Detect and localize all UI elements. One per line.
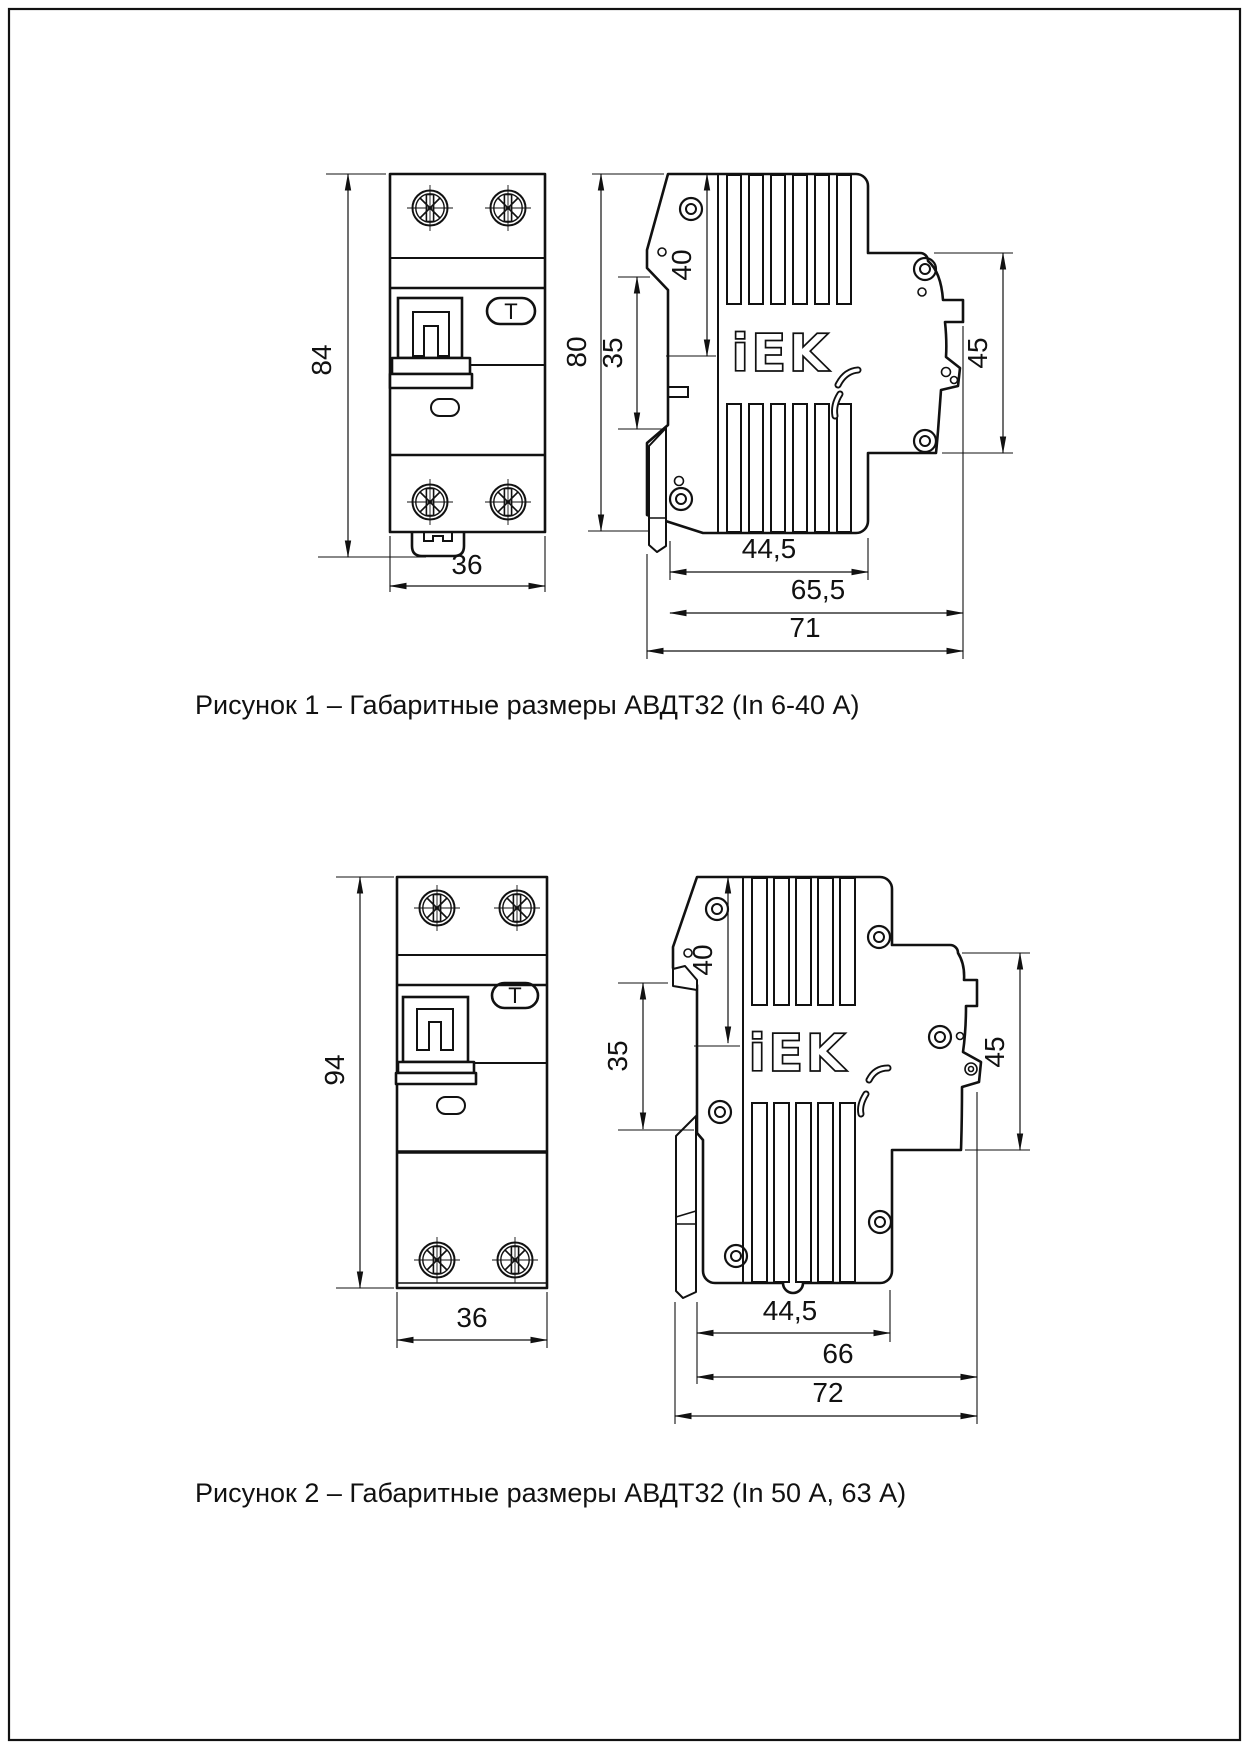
figure1 xyxy=(195,174,1013,720)
dim-label-height: 84 xyxy=(306,344,337,376)
figure2-front-view xyxy=(396,877,547,1288)
dim-label-top-section: 40 xyxy=(687,944,718,976)
dim-label-body-height: 80 xyxy=(561,336,592,368)
test-button-label: Т xyxy=(508,983,522,1008)
din-clip-slider xyxy=(649,428,666,552)
iek-logo: iEK xyxy=(731,324,831,384)
figure1-side-view xyxy=(647,174,963,552)
dim-label-width: 36 xyxy=(456,1302,488,1333)
figure2-side-view xyxy=(673,877,981,1298)
dim-label-top-section: 40 xyxy=(666,249,697,281)
figure2 xyxy=(195,877,1030,1508)
breaker-side-body xyxy=(673,877,981,1293)
dim-label-din-slot: 35 xyxy=(597,337,628,369)
dim-label-total-depth: 72 xyxy=(812,1377,844,1408)
iek-logo: iEK xyxy=(748,1024,848,1084)
din-clip-slider xyxy=(676,1116,696,1298)
figure1-front-view xyxy=(390,174,545,556)
dim-label-front-panel: 45 xyxy=(962,337,993,369)
figure2-caption: Рисунок 2 – Габаритные размеры АВДТ32 (In 50 А, 63 А) xyxy=(195,1478,907,1508)
dim-label-width: 36 xyxy=(451,549,483,580)
dim-label-mount-depth: 65,5 xyxy=(790,574,846,605)
figure1-caption: Рисунок 1 – Габаритные размеры АВДТ32 (In 6-40 А) xyxy=(195,690,860,720)
dim-label-height: 94 xyxy=(319,1054,350,1086)
dim-label-din-slot: 35 xyxy=(602,1040,633,1072)
dim-label-rib-depth: 44,5 xyxy=(762,1295,818,1326)
dim-label-mount-depth: 66 xyxy=(822,1338,854,1369)
dim-label-front-panel: 45 xyxy=(979,1036,1010,1068)
dim-label-rib-depth: 44,5 xyxy=(741,533,797,564)
test-button-label: Т xyxy=(504,299,518,324)
dim-label-total-depth: 71 xyxy=(789,612,821,643)
